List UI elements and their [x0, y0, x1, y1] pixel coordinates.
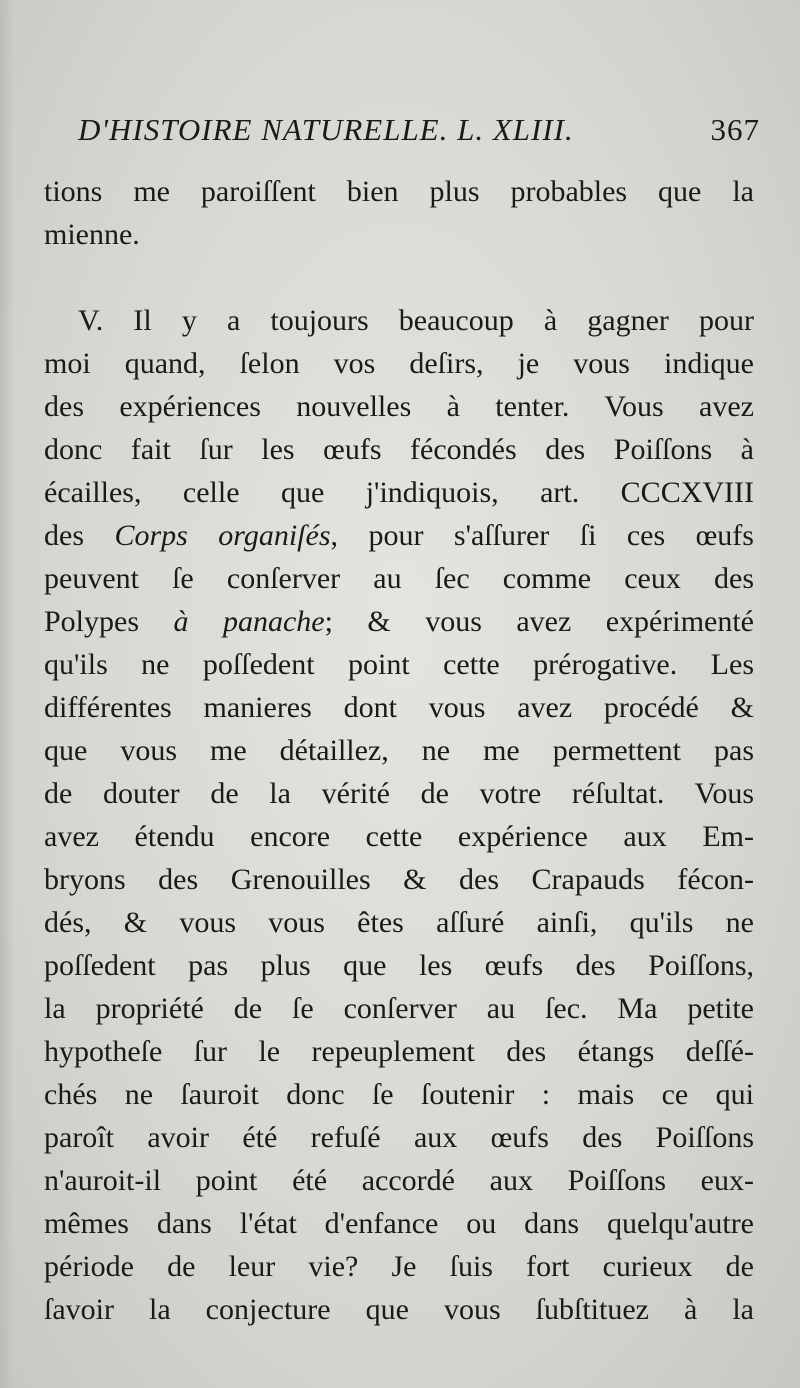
running-head-title: D'HISTOIRE NATURELLE. L. XLIII. [78, 112, 574, 147]
italic-term: à panache [173, 605, 325, 638]
text-line: tions me paroiſſent bien plus probables que la [44, 175, 754, 208]
text-line: avez étendu encore cette expérience aux Em- [44, 820, 754, 853]
text-line: moi quand, ſelon vos deſirs, je vous indique [44, 347, 754, 380]
italic-title: Corps organiſés [114, 519, 331, 552]
page-number: 367 [710, 112, 760, 147]
text-line: mêmes dans l'état d'enfance ou dans quelqu'autre [44, 1207, 754, 1240]
text-line: bryons des Grenouilles & des Crapauds fécon- [44, 863, 754, 896]
text-line: n'auroit-il point été accordé aux Poiſſons eux- [44, 1164, 754, 1197]
text-line: période de leur vie? Je ſuis fort curieux de [44, 1250, 754, 1283]
text-line: dés, & vous vous êtes aſſuré ainſi, qu'ils ne [44, 906, 754, 939]
text-line: paroît avoir été refuſé aux œufs des Poiſſons [44, 1121, 754, 1154]
paragraph-1 [44, 170, 754, 256]
text-line: différentes manieres dont vous avez procédé & [44, 691, 754, 724]
body-text [44, 170, 754, 1331]
text-line: mienne. [44, 218, 140, 251]
paragraph-gap [44, 256, 754, 299]
text-line: peuvent ſe conſerver au ſec comme ceux des [44, 562, 754, 595]
running-head [78, 112, 768, 156]
text-line: écailles, celle que j'indiquois, art. CCCXVIII [44, 476, 754, 509]
text-line: poſſedent pas plus que les œufs des Poiſſons, [44, 949, 754, 982]
page-gutter-shadow [0, 0, 14, 1388]
text-line: chés ne ſauroit donc ſe ſoutenir : mais ce qui [44, 1078, 754, 1111]
line-suffix: , pour s'aſſurer ſi ces œufs [330, 519, 754, 552]
text-line: qu'ils ne poſſedent point cette prérogative. Les [44, 648, 754, 681]
text-line: que vous me détaillez, ne me permettent pas [44, 734, 754, 767]
text-line: des expériences nouvelles à tenter. Vous avez [44, 390, 754, 423]
line-prefix: Polypes [44, 605, 174, 638]
text-line: hypotheſe ſur le repeuplement des étangs deſſé- [44, 1035, 754, 1068]
text-line-mixed [44, 600, 754, 643]
text-line: V. Il y a toujours beaucoup à gagner pour [78, 304, 754, 337]
line-suffix: ; & vous avez expérimenté [324, 605, 754, 638]
text-line: donc fait ſur les œufs fécondés des Poiſſons à [44, 433, 754, 466]
text-line: ſavoir la conjecture que vous ſubſtituez à la [44, 1293, 754, 1326]
text-line-mixed [44, 514, 754, 557]
line-prefix: des [44, 519, 115, 552]
text-line: de douter de la vérité de votre réſultat. Vous [44, 777, 754, 810]
paragraph-2 [44, 299, 754, 1331]
text-line: la propriété de ſe conſerver au ſec. Ma petite [44, 992, 754, 1025]
